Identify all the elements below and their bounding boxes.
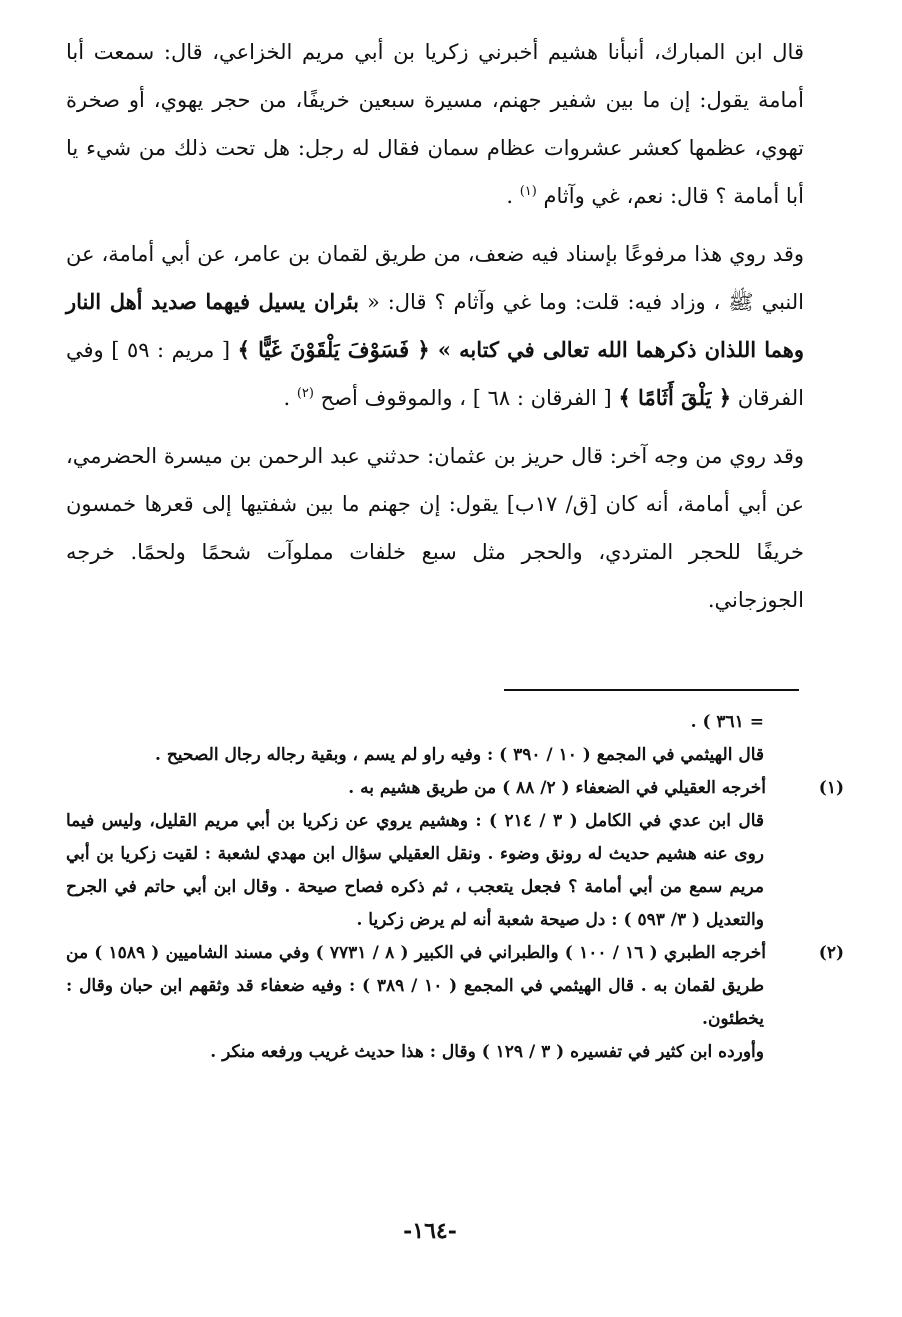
footnote-ref-2: (٢) (296, 386, 314, 401)
main-text (66, 28, 804, 634)
footnote-1 (66, 772, 844, 805)
footnote-2 (66, 937, 845, 1036)
footnote-ref-1: (١) (519, 184, 537, 199)
footnote-2-text: أخرجه الطبري ( ١٦ / ١٠٠ ) والطبراني في الكبير ( ٨ / ٧٧٣١ ) وفي مسند الشاميين ( ١٥٨٩ ) من طريق لقمان به . قال الهيثمي في المجمع ( ١٠ / ٣٨٩ ) : وفيه ضعفاء قد وثقهم ابن حبان وقال : يخطئون. (66, 943, 767, 1029)
paragraph-3 (66, 432, 804, 624)
footnote-continuation-2: قال الهيثمي في المجمع ( ١٠ / ٣٩٠ ) : وفيه راو لم يسم ، وبقية رجاله رجال الصحيح . (154, 745, 764, 765)
paragraph-2-part-a: وقد روي هذا مرفوعًا بإسناد فيه ضعف، من طريق لقمان بن عامر، عن أبي أمامة، عن النبي ﷺ ، وزاد فيه: قلت: وما غي وآثام ؟ قال: « (66, 242, 804, 314)
paragraph-2-verse: ﴿ يَلْقَ أَثَامًا ﴾ (618, 385, 732, 410)
paragraph-1-end: . (506, 184, 513, 208)
footnote-1-continued: قال ابن عدي في الكامل ( ٣ / ٢١٤ ) : وهشيم يروي عن زكريا بن أبي مريم القليل، وليس فيما روى عنه هشيم حديث له رونق وضوء . ونقل العقيلي سؤال ابن مهدي لشعبة : لقيت زكريا بن أبي مريم سمع من أبي أمامة ؟ فجعل يتعجب ، ثم ذكره فصاح صيحة . وقال ابن أبي حاتم في الجرح والتعديل ( ٣/ ٥٩٣ ) : دل صيحة شعبة أنه لم يرض زكريا . (66, 811, 765, 930)
paragraph-2-part-e: [ الفرقان : ٦٨ ] ، والموقوف أصح (320, 386, 612, 410)
paragraph-2-hadith-text: بئران يسيل فيهما صديد أهل النار وهما اللذان ذكرهما الله تعالى في كتابه » ﴿ فَسَوْفَ يَلْقَوْنَ غَيًّا ﴾ (66, 289, 805, 362)
footnote-continuation: = ٣٦١ ) . (690, 712, 764, 732)
footnotes (66, 706, 845, 1069)
paragraph-1 (66, 28, 804, 220)
paragraph-2-end: . (283, 386, 291, 410)
page-number: -١٦٤- (403, 1218, 457, 1244)
footnote-divider (504, 689, 799, 691)
footnote-1-text: أخرجه العقيلي في الضعفاء ( ٢/ ٨٨ ) من طريق هشيم به . (348, 778, 766, 798)
footnote-2-number: (٢) (818, 943, 845, 963)
paragraph-2 (66, 230, 804, 422)
paragraph-2-part-c: [ مريم : ٥٩ ] وفي الفرقان (66, 338, 804, 410)
footnote-1-number: (١) (818, 778, 844, 798)
paragraph-3-text: وقد روي من وجه آخر: قال حريز بن عثمان: حدثني عبد الرحمن بن ميسرة الحضرمي، عن أبي أمامة، أنه كان [ق/ ١٧ب] يقول: إن جهنم ما بين شفتيها إلى قعرها خمسون خريفًا للحجر المتردي، والحجر مثل سبع خلفات مملوآت شحمًا ولحمًا. خرجه الجوزجاني. (66, 444, 805, 612)
paragraph-1-text: قال ابن المبارك، أنبأنا هشيم أخبرني زكريا بن أبي مريم الخزاعي، قال: سمعت أبا أمامة يقول: إن ما بين شفير جهنم، مسيرة سبعين خريفًا، من حجر يهوي، أو صخرة تهوي، عظمها كعشر عشروات عظام سمان فقال له رجل: هل تحت ذلك من شيء يا أبا أمامة ؟ قال: نعم، غي وآثام (66, 40, 804, 208)
footnote-2-continued: وأورده ابن كثير في تفسيره ( ٣ / ١٢٩ ) وقال : هذا حديث غريب ورفعه منكر . (210, 1042, 764, 1062)
